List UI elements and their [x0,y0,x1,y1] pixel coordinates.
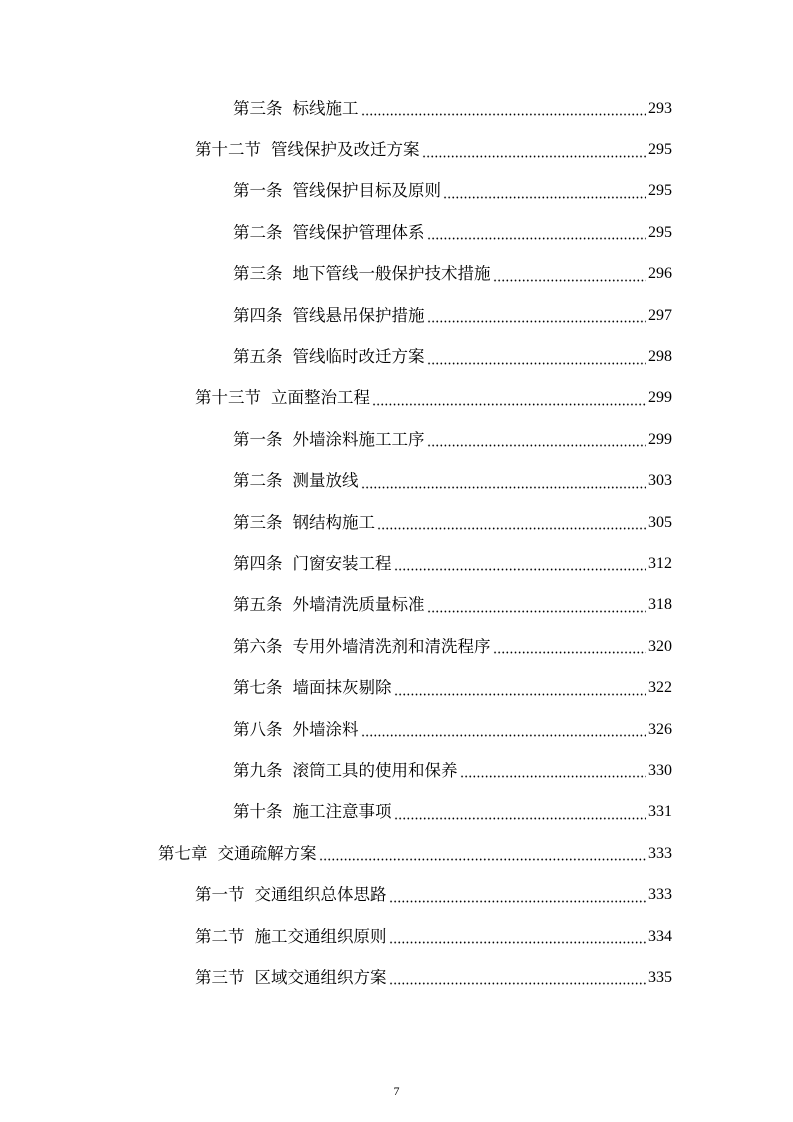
toc-entry-title: 交通组织总体思路 [254,885,387,905]
toc-entry-title: 地下管线一般保护技术措施 [292,264,491,284]
toc-entry-page: 295 [648,223,672,241]
toc-entry-page: 331 [648,803,672,821]
dot-leader [427,237,647,240]
toc-entry[interactable] [0,336,793,377]
toc-entry-number: 第九条 [233,760,283,780]
toc-entry-page: 333 [648,844,672,862]
toc-entry[interactable] [0,461,793,502]
toc-entry[interactable] [0,667,793,708]
dot-leader [389,982,647,985]
dot-leader [389,941,647,944]
dot-leader [460,775,647,778]
toc-entry-number: 第八条 [233,719,283,739]
toc-entry-page: 318 [648,596,672,614]
toc-entry[interactable] [0,916,793,957]
toc-entry-page: 296 [648,265,672,283]
toc-entry-title: 专用外墙清洗剂和清洗程序 [292,636,491,656]
toc-entry-title: 钢结构施工 [292,512,375,532]
toc-entry-number: 第三条 [233,264,283,284]
toc-entry-page: 334 [648,927,672,945]
toc-entry-number: 第四条 [233,553,283,573]
toc-entry-title: 标线施工 [292,98,359,118]
dot-leader [389,900,647,903]
toc-entry-page: 330 [648,761,672,779]
dot-leader [361,734,647,737]
toc-entry-number: 第一条 [233,181,283,201]
toc-entry-title: 管线保护目标及原则 [292,181,441,201]
dot-leader [443,196,646,199]
dot-leader [361,113,647,116]
toc-entry[interactable] [0,750,793,791]
toc-entry-number: 第二节 [195,926,245,946]
toc-entry[interactable] [0,254,793,295]
dot-leader [319,858,647,861]
toc-entry-page: 326 [648,720,672,738]
toc-entry-title: 墙面抹灰剔除 [292,678,392,698]
toc-entry-title: 测量放线 [292,471,359,491]
toc-entry-title: 滚筒工具的使用和保养 [292,760,458,780]
toc-entry-title: 管线保护管理体系 [292,222,425,242]
dot-leader [422,155,647,158]
toc-entry-title: 外墙清洗质量标准 [292,595,425,615]
toc-entry-page: 335 [648,968,672,986]
toc-entry-title: 立面整治工程 [271,388,370,408]
toc-entry-number: 第一节 [195,885,245,905]
toc-entry-number: 第二条 [233,471,283,491]
toc-entry-page: 299 [648,389,672,407]
dot-leader [361,486,647,489]
page-number: 7 [393,1084,400,1098]
dot-leader [394,817,647,820]
toc-entry-page: 297 [648,306,672,324]
toc-entry[interactable] [0,502,793,543]
toc-entry[interactable] [0,833,793,874]
toc-entry[interactable] [0,419,793,460]
toc-entry-page: 333 [648,886,672,904]
toc-entry-page: 320 [648,637,672,655]
toc-entry-page: 303 [648,472,672,490]
toc-entry[interactable] [0,874,793,915]
dot-leader [427,320,647,323]
toc-entry-number: 第六条 [233,636,283,656]
toc-entry-title: 门窗安装工程 [292,553,392,573]
toc-entry-title: 施工注意事项 [292,802,392,822]
dot-leader [427,444,647,447]
toc-entry-page: 299 [648,430,672,448]
toc-entry-page: 305 [648,513,672,531]
toc-entry-page: 298 [648,348,672,366]
toc-entry-page: 312 [648,554,672,572]
table-of-contents [0,88,793,999]
toc-entry-page: 295 [648,182,672,200]
toc-entry-title: 区域交通组织方案 [254,967,387,987]
toc-entry-page: 295 [648,141,672,159]
toc-entry-page: 322 [648,679,672,697]
dot-leader [394,693,647,696]
dot-leader [377,527,646,530]
toc-entry-title: 管线悬吊保护措施 [292,305,425,325]
toc-entry[interactable] [0,792,793,833]
toc-entry[interactable] [0,171,793,212]
toc-entry-number: 第三条 [233,512,283,532]
toc-entry-title: 外墙涂料 [292,719,359,739]
toc-entry-title: 管线临时改迁方案 [292,347,425,367]
dot-leader [372,403,646,406]
toc-entry[interactable] [0,585,793,626]
toc-entry[interactable] [0,378,793,419]
toc-entry-title: 管线保护及改迁方案 [271,140,420,160]
dot-leader [394,568,647,571]
toc-entry-number: 第七条 [233,678,283,698]
toc-entry-title: 外墙涂料施工工序 [292,429,425,449]
toc-entry-title: 交通疏解方案 [217,843,317,863]
dot-leader [427,610,647,613]
toc-entry[interactable] [0,129,793,170]
toc-entry[interactable] [0,88,793,129]
toc-entry-number: 第三条 [233,98,283,118]
toc-entry-number: 第五条 [233,347,283,367]
toc-entry-page: 293 [648,99,672,117]
toc-entry[interactable] [0,957,793,998]
toc-entry-number: 第十条 [233,802,283,822]
toc-entry[interactable] [0,295,793,336]
toc-entry[interactable] [0,543,793,584]
toc-entry[interactable] [0,626,793,667]
toc-entry[interactable] [0,212,793,253]
dot-leader [493,279,647,282]
toc-entry-number: 第三节 [195,967,245,987]
toc-entry-number: 第一条 [233,429,283,449]
toc-entry-number: 第五条 [233,595,283,615]
toc-entry-number: 第四条 [233,305,283,325]
toc-entry-number: 第十三节 [195,388,261,408]
toc-entry-number: 第七章 [158,843,208,863]
toc-entry[interactable] [0,709,793,750]
toc-entry-number: 第二条 [233,222,283,242]
dot-leader [493,651,647,654]
toc-entry-number: 第十二节 [195,140,261,160]
toc-entry-title: 施工交通组织原则 [254,926,387,946]
dot-leader [427,362,647,365]
